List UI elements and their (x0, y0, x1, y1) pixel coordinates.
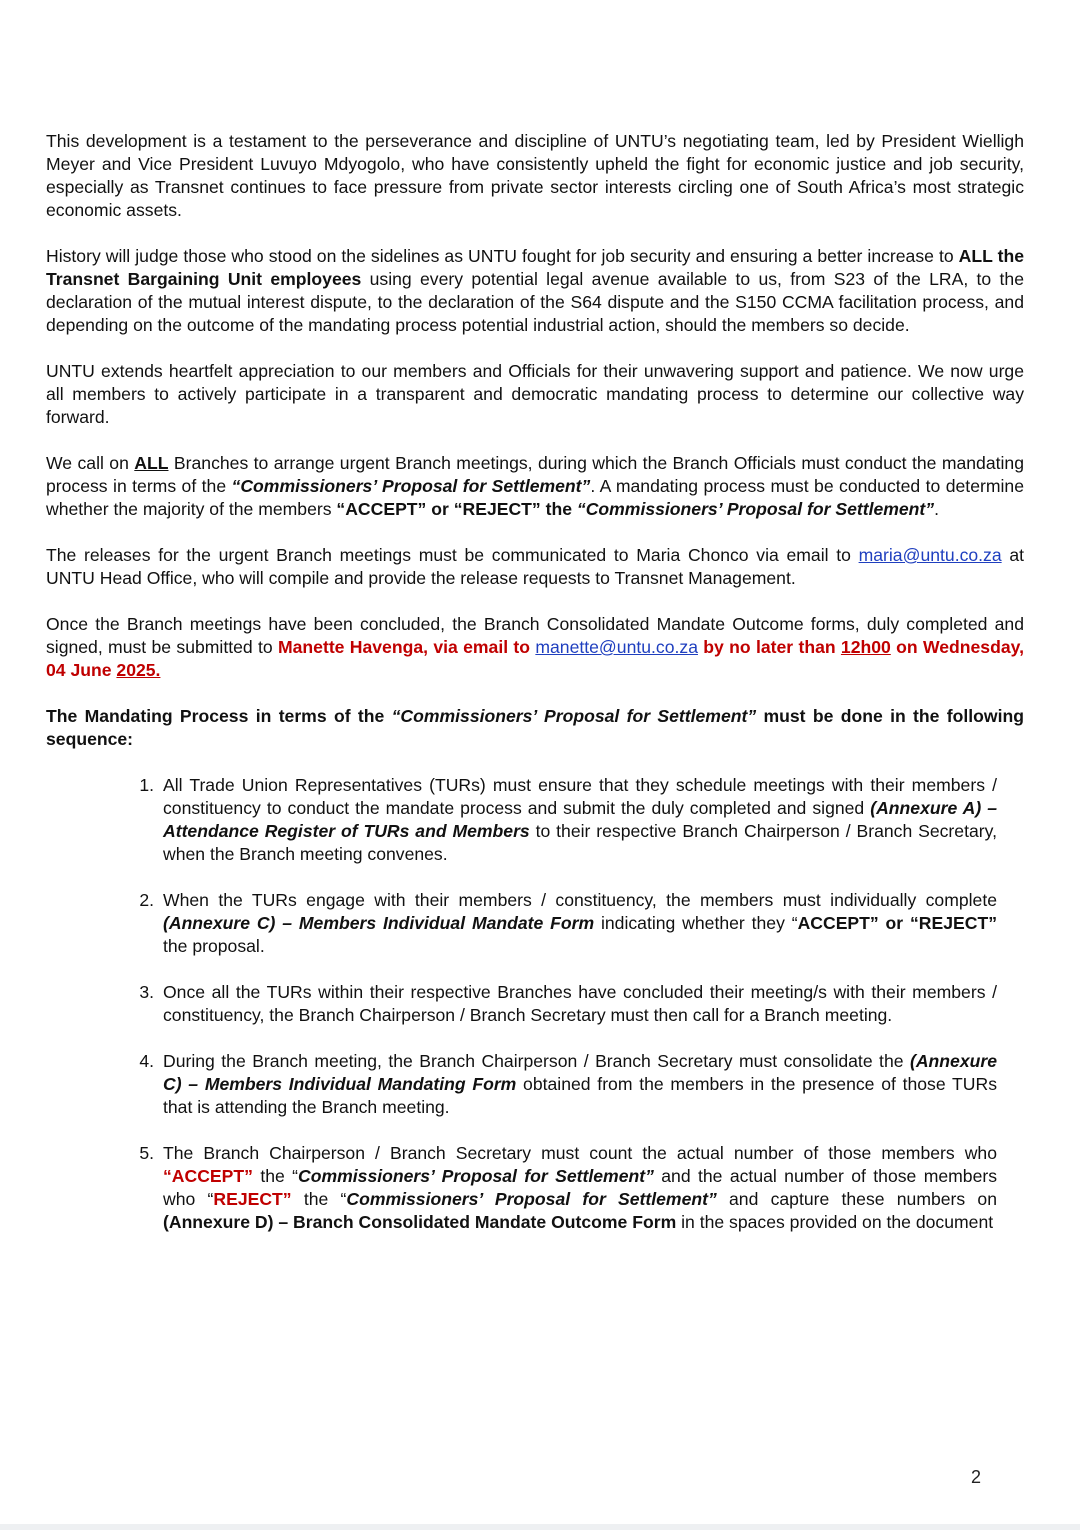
paragraph-history (46, 245, 1024, 337)
mandating-steps-list (46, 774, 1024, 1234)
bold-italic-text: Commissioners’ Proposal for Settlement” (298, 1166, 654, 1186)
paragraph-submission-deadline (46, 613, 1024, 682)
paragraph-text: Once the Branch meetings have been concluded, the Branch Consolidated Mandate Outcome forms, duly completed and signed, must be submitted to (46, 614, 1024, 657)
email-link-manette[interactable]: manette@untu.co.za (535, 637, 698, 657)
paragraph-text: The releases for the urgent Branch meetings must be communicated to Maria Chonco via email to (46, 545, 859, 565)
paragraph-text: History will judge those who stood on the sidelines as UNTU fought for job security and ensuring a better increase to (46, 246, 959, 266)
list-number: 5. (139, 1143, 154, 1163)
paragraph-text: using every potential legal avenue available to us, from S23 of the LRA, to the declaration of the mutual interest dispute, to the declaration of the S64 dispute and the S150 CCMA facilitation process, and depending on the outcome of the mandating process potential industrial action, should the members so decide. (46, 269, 1024, 335)
page-number: 2 (970, 1467, 981, 1487)
page-bottom-edge (0, 1524, 1080, 1530)
annexure-d-reference: (Annexure D) – Branch Consolidated Mandate Outcome Form (163, 1212, 677, 1232)
deadline-year: 2025. (116, 660, 161, 680)
paragraph-text: We call on (46, 453, 135, 473)
paragraph-appreciation (46, 360, 1024, 429)
list-number: 3. (139, 982, 154, 1002)
paragraph-releases (46, 544, 1024, 590)
paragraph-negotiating-team (46, 130, 1024, 222)
email-link-maria[interactable]: maria@untu.co.za (858, 545, 1002, 565)
paragraph-call-on-branches (46, 452, 1024, 521)
bold-italic-text: “Commissioners’ Proposal for Settlement” (576, 499, 935, 519)
annexure-a-reference: (Annexure A) – Attendance Register of TURs and Members (163, 798, 997, 841)
list-item-step-2: 2. When the TURs engage with their members / constituency, the members must individually complete (Annexure C) – Members Individual Mandate Form indicating whether they “ACCEPT” or “REJECT” the proposal. (163, 889, 997, 958)
paragraph-text: . A mandating process must be conducted to determine whether the majority of the members (46, 476, 1024, 519)
bold-italic-text: Commissioners’ Proposal for Settlement” (346, 1189, 717, 1209)
deadline-time: 12h00 (840, 637, 891, 657)
bold-text: ACCEPT” or “REJECT” (797, 913, 998, 933)
accept-label: “ACCEPT” (163, 1166, 253, 1186)
paragraph-text: . (934, 499, 939, 519)
heading-text: must be done in the following sequence: (46, 706, 1024, 749)
annexure-c-reference: (Annexure C) – Members Individual Mandating Form (163, 1051, 997, 1094)
page-body (46, 130, 1024, 1257)
heading-text: The Mandating Process in terms of the (46, 706, 392, 726)
bold-underlined-text: ALL (134, 453, 169, 473)
list-number: 4. (139, 1051, 154, 1071)
list-item-step-4: 4. During the Branch meeting, the Branch Chairperson / Branch Secretary must consolidate the (Annexure C) – Members Individual Mandating Form obtained from the members in the presence of those TURs that is attending the Branch meeting. (163, 1050, 997, 1119)
list-number: 2. (139, 890, 154, 910)
red-bold-text: by no later than (697, 637, 841, 657)
heading-italic-text: “Commissioners’ Proposal for Settlement” (391, 706, 757, 726)
paragraph-text: UNTU extends heartfelt appreciation to our members and Officials for their unwavering support and patience. We now urge all members to actively participate in a transparent and democratic mandating process to determine our collective way forward. (46, 361, 1024, 427)
bold-text: ALL the Transnet Bargaining Unit employees (46, 246, 1024, 289)
paragraph-text: at UNTU Head Office, who will compile and provide the release requests to Transnet Management. (46, 545, 1025, 588)
red-bold-text: on Wednesday, 04 June (46, 637, 1024, 680)
paragraph-text: Branches to arrange urgent Branch meetings, during which the Branch Officials must conduct the mandating process in terms of the (46, 453, 1024, 496)
bold-text: “ACCEPT” or “REJECT” the (336, 499, 573, 519)
annexure-c-reference: (Annexure C) – Members Individual Mandate Form (163, 913, 595, 933)
list-item-step-1: 1. All Trade Union Representatives (TURs) must ensure that they schedule meetings with their members / constituency to conduct the mandate process and submit the duly completed and signed (Annexure A) – Attendance Register of TURs and Members to their respective Branch Chairperson / Branch Secretary, when the Branch meeting convenes. (163, 774, 997, 866)
reject-label: REJECT” (213, 1189, 292, 1209)
list-item-step-5: 5. The Branch Chairperson / Branch Secretary must count the actual number of those members who “ACCEPT” the “Commissioners’ Proposal for Settlement” and the actual number of those members who “REJECT” the “Commissioners’ Proposal for Settlement” and capture these numbers on (Annexure D) – Branch Consolidated Mandate Outcome Form in the spaces provided on the document (163, 1142, 997, 1234)
section-heading (46, 705, 1024, 751)
bold-italic-text: “Commissioners’ Proposal for Settlement” (231, 476, 591, 496)
red-bold-text: Manette Havenga, via email to (277, 637, 531, 657)
list-item-step-3: 3. Once all the TURs within their respective Branches have concluded their meeting/s with their members / constituency, the Branch Chairperson / Branch Secretary must then call for a Branch meeting. (163, 981, 997, 1027)
list-number: 1. (139, 775, 154, 795)
paragraph-text: This development is a testament to the perseverance and discipline of UNTU’s negotiating team, led by President Wielligh Meyer and Vice President Luvuyo Mdyogolo, who have consistently upheld the fight for economic justice and job security, especially as Transnet continues to face pressure from private sector interests circling one of South Africa’s most strategic economic assets. (46, 131, 1024, 220)
